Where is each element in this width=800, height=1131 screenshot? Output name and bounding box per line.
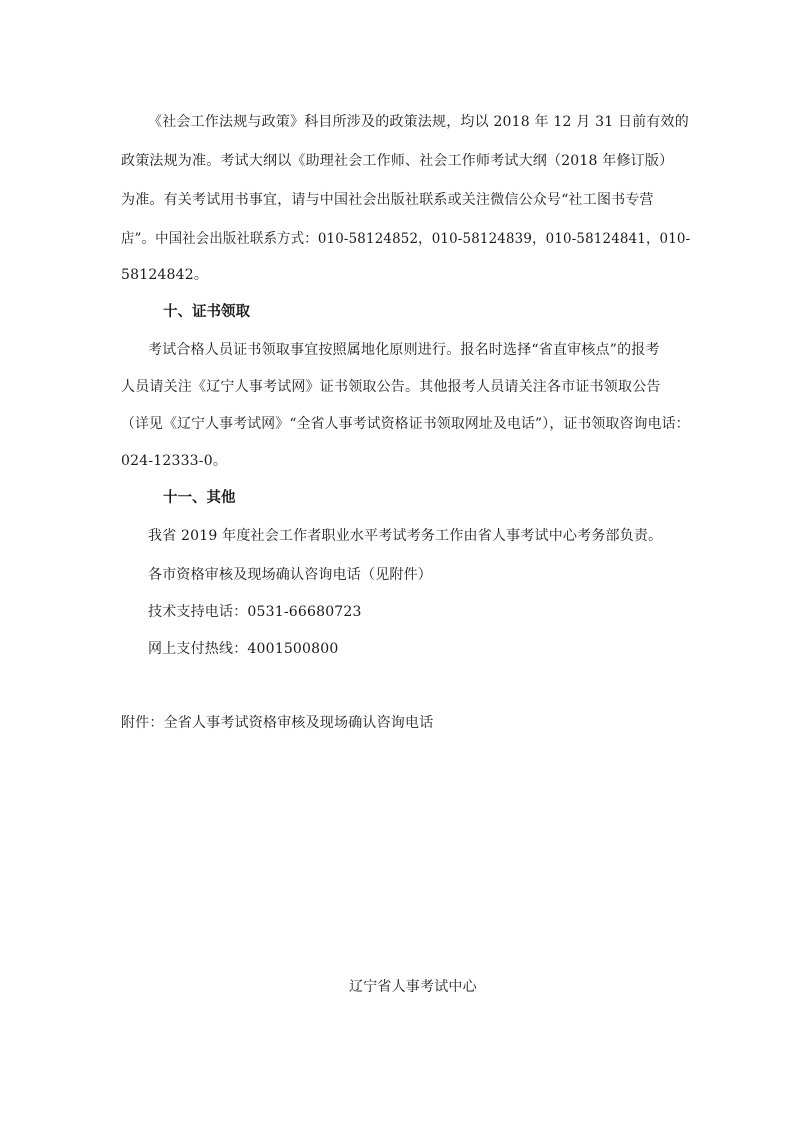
para1-line3: 为准。有关考试用书事宜，请与中国社会出版社联系或关注微信公众号“社工图书专营 (121, 192, 654, 208)
para1-line2: 政策法规为准。考试大纲以《助理社会工作师、社会工作师考试大纲（2018 年修订版） (121, 153, 674, 169)
section11-line1: 我省 2019 年度社会工作者职业水平考试考务工作由省人事考试中心考务部负责。 (148, 528, 663, 544)
section11-line2: 各市资格审核及现场确认咨询电话（见附件） (148, 567, 432, 583)
section10-line3: （详见《辽宁人事考试网》“全省人事考试资格证书领取网址及电话”），证书领取咨询电话： (121, 416, 690, 432)
section10-line1: 考试合格人员证书领取事宜按照属地化原则进行。报名时选择“省直审核点”的报考 (148, 342, 660, 358)
attachment-note: 附件：全省人事考试资格审核及现场确认咨询电话 (121, 715, 434, 731)
section10-title: 十、证书领取 (163, 304, 250, 320)
para1-line5: 58124842。 (121, 267, 209, 283)
section11-line3: 技术支持电话：0531-66680723 (148, 604, 362, 620)
section11-line4: 网上支付热线：4001500800 (148, 641, 339, 657)
section10-line2: 人员请关注《辽宁人事考试网》证书领取公告。其他报考人员请关注各市证书领取公告 (121, 379, 661, 395)
para1-line1: 《社会工作法规与政策》科目所涉及的政策法规，均以 2018 年 12 月 31 日前有效的 (148, 114, 689, 130)
para1-line4: 店”。中国社会出版社联系方式：010-58124852，010-58124839，010-58124841，010- (121, 231, 691, 247)
section10-line4: 024-12333-0。 (121, 453, 228, 469)
signature: 辽宁省人事考试中心 (349, 979, 477, 995)
section11-title: 十一、其他 (163, 490, 236, 506)
